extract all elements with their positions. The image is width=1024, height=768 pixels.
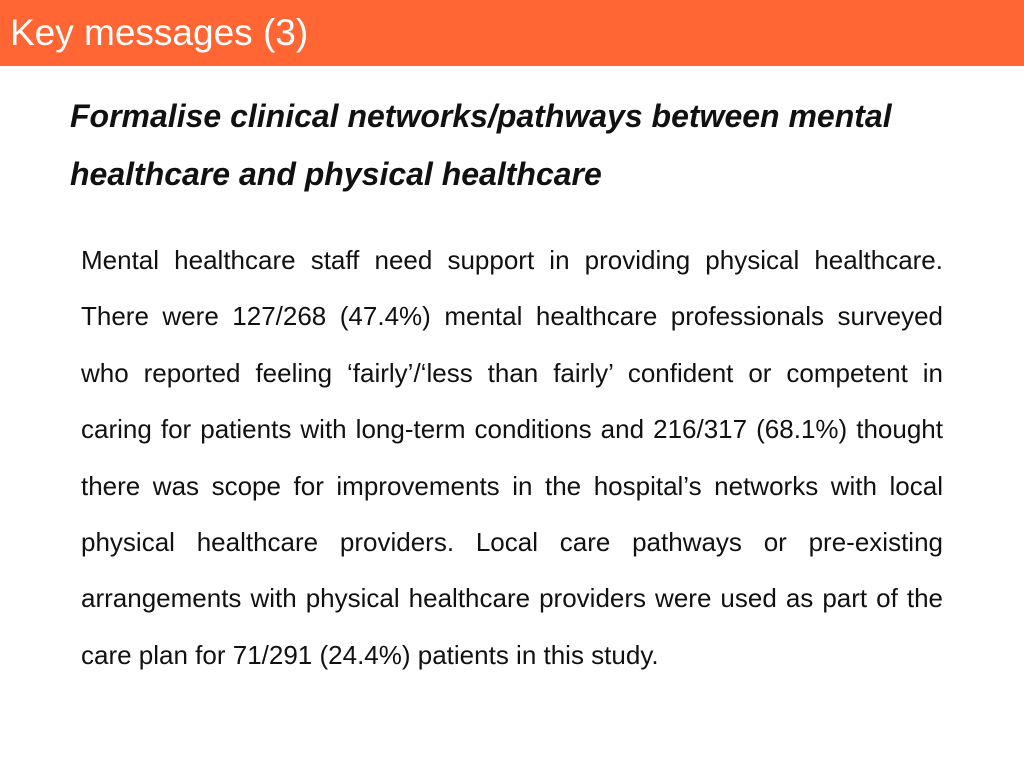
- slide-subtitle: Formalise clinical networks/pathways between mental healthcare and physical healthcare: [70, 98, 892, 192]
- title-bar: [0, 0, 1024, 66]
- body-paragraph: Mental healthcare staff need support in providing physical healthcare. There were 127/268 (47.4%) mental healthcare professionals surveyed who reported feeling ‘fairly’/‘less than fairly’ confident or competent in caring for patients with long-term conditions and 216/317 (68.1%) thought there was scope for improvements in the hospital’s networks with local physical healthcare providers. Local care pathways or pre-existing arrangements with physical healthcare providers were used as part of the care plan for 71/291 (24.4%) patients in this study.: [81, 245, 943, 670]
- slide-title: Key messages (3): [10, 12, 309, 53]
